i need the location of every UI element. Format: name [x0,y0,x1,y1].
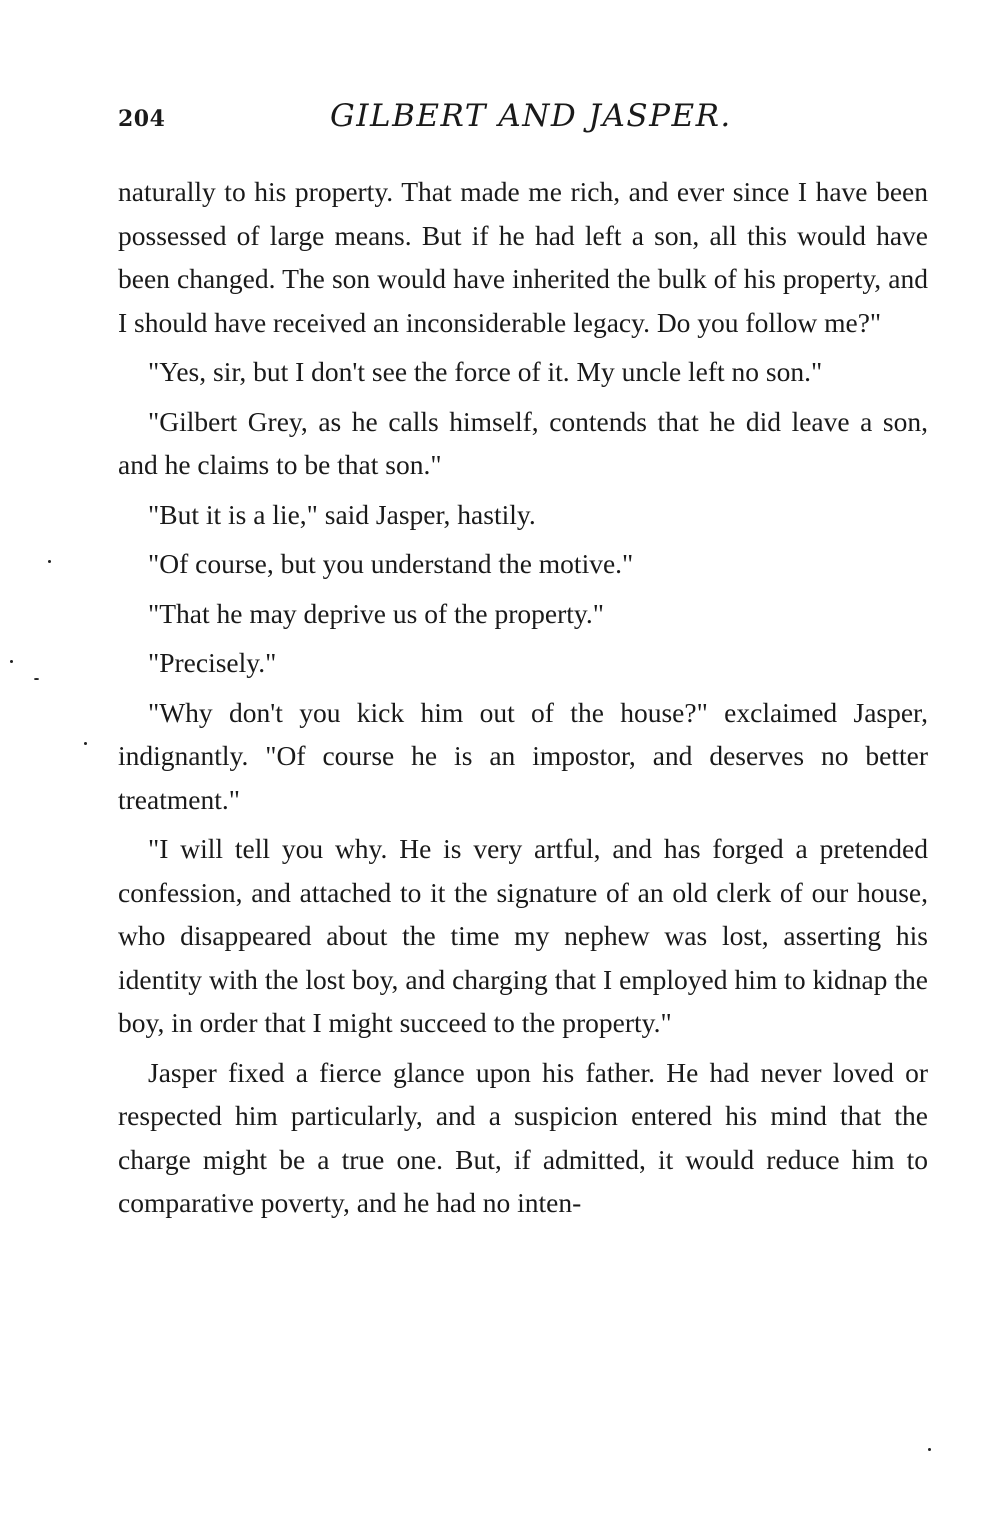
paragraph: "That he may deprive us of the property." [148,597,604,629]
body-text [118,170,928,1231]
scan-speck [34,678,39,680]
paragraph: "I will tell you why. He is very artful, and has forged a pretended confession, and attached to it the signature of an old clerk of our house, who disappeared about the time my nephew was lost, asserting his identity with the lost boy, and charging that I employed him to kidnap the boy, in order that I might succeed to the property." [118,833,928,1038]
paragraph: "Why don't you kick him out of the house?" exclaimed Jasper, indignantly. "Of course he is an impostor, and deserves no better treatment." [118,696,928,815]
scan-speck [48,560,51,563]
paragraph-continuation: naturally to his property. That made me rich, and ever since I have been possessed of large means. But if he had left a son, all this would have been changed. The son would have inherited the bulk of his property, and I should have received an inconsiderable legacy. Do you follow me?" [118,176,928,338]
book-title: GILBERT AND JASPER. [330,98,732,134]
scan-speck [84,742,87,745]
paragraph: "But it is a lie," said Jasper, hastily. [148,498,536,530]
scan-speck [10,660,13,663]
paragraph: Jasper fixed a fierce glance upon his father. He had never loved or respected him particularly, and a suspicion entered his mind that the charge might be a true one. But, if admitted, it would reduce him to comparative poverty, and he had no inten- [118,1056,928,1218]
paragraph: "Of course, but you understand the motive." [148,548,634,579]
page-number: 204 [118,106,166,132]
paragraph: "Yes, sir, but I don't see the force of it. My uncle left no son." [148,356,823,387]
paragraph: "Gilbert Grey, as he calls himself, contends that he did leave a son, and he claims to be that son." [118,405,928,480]
paragraph: "Precisely." [148,647,277,678]
scan-speck [928,1448,931,1451]
running-head [118,98,928,142]
